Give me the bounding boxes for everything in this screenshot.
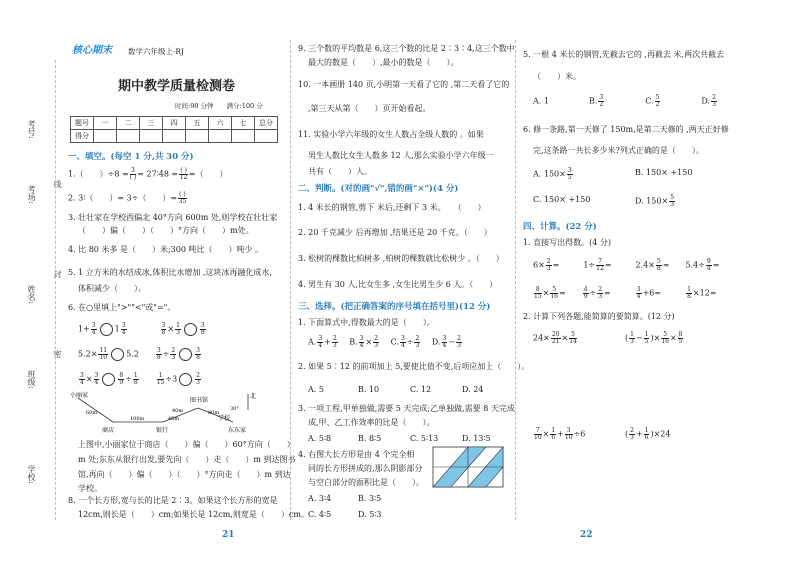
j1: 1. 4 米长的钢管,剪下 米后,还剩下 3 米。 （ ） (298, 203, 486, 212)
score-header: 总分 (255, 117, 278, 130)
time-score: 时间:90 分钟 满分:100 分 (175, 102, 263, 110)
section-calc: 四、计算。(22 分) (523, 222, 597, 232)
q11a: 11. 实验小学六年级的女生人数占全级人数的 。如果 (298, 130, 484, 139)
score-cell[interactable] (140, 130, 163, 143)
k2-expr4: ( $\frac{2}{3}$ + $\frac{1}{6}$ )×24 (625, 427, 671, 441)
k2: 2. 计算下列各题,能简算的要简算。(12 分) (523, 312, 675, 321)
q1: 1.（ ）÷8 = $\frac{3}{( )}$ = 27∶48 = $\frac{( )}{12}$ =（ ） (68, 167, 228, 181)
map-distance: 100m (130, 416, 145, 422)
c4-opt-a: A. 3∶4 (308, 494, 332, 503)
page-title: 期中教学质量检测卷 (118, 79, 236, 94)
page-number-left: 21 (222, 530, 235, 540)
score-cell[interactable] (117, 130, 140, 143)
c2-opt-c: C. 12 (410, 385, 432, 394)
c4c: 与空白部分的面积比是（ ）。 (308, 478, 424, 487)
j3: 3. 松树的棵数比柏树多 ,柏树的棵数就比松树少 。（ ） (298, 254, 504, 263)
section-judge: 二、判断。(对的画"√",错的画"×")(4 分) (298, 184, 459, 194)
q11c: 共有（ ）人。 (308, 167, 372, 176)
margin-label-class: 班级: (27, 370, 36, 389)
score-cell[interactable] (163, 130, 186, 143)
column-divider-2 (515, 40, 516, 520)
q6-row1: 1+ $\frac{3}{4}$ 1 $\frac{3}{4}$ $\frac{3}{8}$ × $\frac{1}{3}$ $\frac{3}{8}$ (78, 322, 205, 336)
c4a: 4. 右图大长方形是由 4 个完全相 (298, 450, 415, 459)
fraction: $\frac{( )}{12}$ (179, 167, 188, 181)
map-label: 银行 (156, 427, 169, 434)
k2-expr2: ( $\frac{1}{3}$ − $\frac{1}{5}$ )× $\frac{5}{16}$ × $\frac{8}{5}$ (625, 331, 683, 345)
map-label: 小丽家 (70, 392, 89, 399)
c2-opt-b: B. 10 (358, 385, 380, 394)
score-header: 四 (163, 117, 186, 130)
c4-opt-b: B. 3∶5 (358, 494, 382, 503)
q2: 2. 3∶（ ）= 3÷（ ）= $\frac{( )}{35}$ (68, 191, 187, 205)
q11b: 男生人数比女生人数多 12 人,那么实验小学六年级一 (308, 151, 494, 160)
c2-opt-d: D. 24 (462, 385, 484, 394)
c6b: 完,这条路一共长多少米?列式正确的是（ ）。 (533, 146, 704, 155)
c5-options: A. 1 B. $\frac{3}{2}$ C. $\frac{5}{2}$ D. $\frac{2}{3}$ (533, 94, 716, 108)
c4-opt-c: C. 4∶5 (308, 510, 332, 519)
c6-opt-b: B. 150× +150 (635, 168, 693, 177)
fraction: $\frac{( )}{35}$ (178, 191, 187, 205)
k1: 1. 直接写出得数。(4 分) (523, 238, 612, 247)
q8b: 12cm,则长是（ ）cm;如果长是 12cm,则宽是（ ）cm。 (78, 510, 309, 519)
q6: 6. 在○里填上">""<"或"="。 (68, 303, 176, 312)
c4-opt-d: D. 5∶3 (358, 510, 382, 519)
compare-circle[interactable] (179, 348, 192, 361)
score-cell[interactable] (209, 130, 232, 143)
map-distance: 60m (86, 410, 98, 416)
logo: 核心期末 (72, 45, 112, 56)
margin-cut-xian: 线 (53, 180, 62, 188)
c3-opt-c: C. 5∶13 (410, 434, 439, 443)
q10a: 10. 一本画册 140 页,小明第一天看了它的 ,第二天看了它的 (298, 80, 510, 89)
c6-opt-a: A. 150× $\frac{3}{5}$ (533, 167, 572, 181)
margin-label-kaochang: 考场: (27, 185, 36, 204)
q9b: 最大的数是（ ）,最小的数是（ ）。 (308, 58, 459, 67)
fraction: $\frac{3}{( )}$ (129, 167, 137, 181)
k2-expr1: 24× $\frac{20}{21}$ × $\frac{5}{14}$ (533, 331, 577, 345)
c6-opt-c: C. 150× +150 (533, 195, 591, 204)
compare-circle[interactable] (184, 323, 197, 336)
j2: 2. 20 千克减少 后再增加 ,结果还是 20 千克。（ ） (298, 228, 492, 237)
map-label: 图书馆 (190, 397, 209, 404)
margin-cut-mi: 密 (53, 350, 62, 358)
map-label: 商店 (102, 427, 115, 434)
margin-cut-feng: 封 (53, 270, 62, 278)
q3b: （ ）偏（ ）（ ）°方向（ ）m处。 (78, 226, 254, 235)
k2-expr3: $\frac{7}{10}$ × $\frac{1}{6}$ + $\frac{3}{10}$ ÷6 (534, 427, 586, 441)
c3b: 成,甲、乙工作效率的比是（ ）。 (308, 418, 435, 427)
compare-circle[interactable] (102, 373, 115, 386)
compare-circle[interactable] (100, 323, 113, 336)
margin-label-kaohao: 考号: (27, 120, 36, 139)
c3-opt-b: B. 8∶5 (358, 434, 382, 443)
q5b: 体积减少（ ）。 (78, 284, 146, 293)
c5a: 5. 一根 4 米长的钢管,先截去它的 ,再截去 米,两次共截去 (523, 50, 725, 59)
section-choice: 三、选择。(把正确答案的序号填在括号里)(12 分) (298, 302, 491, 312)
margin-label-school: 学校: (27, 465, 36, 484)
k1-row1: 6× $\frac{2}{3}$ = 1÷ $\frac{7}{12}$ = 2.4× $\frac{5}{8}$ = 5.4÷ $\frac{9}{4}$ = (533, 258, 720, 272)
c2-opt-a: A. 5 (308, 385, 324, 394)
map-label: 学校 (218, 415, 231, 422)
q10b: ,第三天从第（ ）页开始看起。 (308, 104, 431, 113)
score-table (70, 116, 278, 143)
c6a: 6. 修一条路,第一天修了 150m,是第二天修的 ,两天正好修 (523, 125, 729, 134)
c6-opt-d: D. 150× $\frac{5}{3}$ (635, 194, 675, 208)
q7d: 学校。 (78, 484, 102, 493)
compare-circle[interactable] (179, 373, 192, 386)
q5a: 5. 1 立方米的水结成冰,体积比水增加 ,这块冰再融化成水, (68, 268, 272, 277)
score-cell[interactable] (255, 130, 278, 143)
q6-row2: 5.2× $\frac{11}{10}$ 5.2 $\frac{3}{8}$ ÷ $\frac{2}{3}$ $\frac{3}{8}$ (78, 347, 200, 361)
section-fill-blank: 一、填空。(每空 1 分,共 30 分) (68, 152, 194, 162)
score-row-label: 得分 (71, 130, 94, 143)
map-label: 东东家 (228, 427, 247, 434)
k1-row2: $\frac{8}{15}$ × $\frac{5}{16}$ = $\frac{4}{9}$ ÷ $\frac{2}{3}$ = $\frac{3}{4}$ +6= $\frac{1}{8}$ ×12= (534, 286, 717, 300)
q7b: m 处;东东从银行出发,要先向（ ）走（ ）m 到达图书 (78, 455, 296, 464)
c3-opt-a: A. 5∶8 (308, 434, 332, 443)
score-cell[interactable] (232, 130, 255, 143)
c1-options: A. $\frac{3}{4}$ + $\frac{2}{3}$ B. $\frac{3}{4}$ × $\frac{2}{3}$ C. $\frac{3}{4}$ ÷ $\frac{2}{3}$ D. $\frac{3}{4}$ − $\frac{2}{3}$ (308, 335, 461, 349)
score-header: 七 (232, 117, 255, 130)
map-distance: 40m (172, 408, 184, 414)
score-cell[interactable] (94, 130, 117, 143)
c2: 2. 如果 5∶12 的前项加上 5,要使比值不变,后项应加上（ ）。 (298, 362, 530, 371)
c3-opt-d: D. 13∶5 (462, 434, 491, 443)
score-header: 三 (140, 117, 163, 130)
score-header: 题号 (71, 117, 94, 130)
j4: 4. 男生有 30 人,比女生多 ,女生比男生少 6 人。（ ） (298, 280, 498, 289)
grade-label: 数学六年级上·RJ (128, 47, 185, 56)
c3a: 3. 一项工程,甲单独做,需要 5 天完成;乙单独做,需要 8 天完成 (298, 404, 515, 413)
compare-circle[interactable] (111, 348, 124, 361)
score-header: 二 (117, 117, 140, 130)
q9a: 9. 三个数的平均数是 6,这三个数的比是 2∶3∶4,这三个数中 (298, 44, 515, 53)
c1: 1. 下面算式中,得数最大的是（ ）。 (298, 318, 435, 327)
map-label: 北 (250, 393, 257, 400)
score-cell[interactable] (186, 130, 209, 143)
c5b: （ ）米。 (533, 72, 581, 81)
rectangle-figure (432, 446, 504, 488)
c4b: 同的长方形拼成的,那么阴影部分 (308, 464, 423, 473)
margin-cut-line (55, 60, 56, 520)
q7a: 上图中,小丽家位于商店（ ）偏（ ）60°方向（ ） (78, 440, 295, 449)
score-header: 五 (186, 117, 209, 130)
score-header: 一 (94, 117, 117, 130)
map-diagram (68, 390, 278, 438)
page-number-right: 22 (580, 530, 593, 540)
score-header: 六 (209, 117, 232, 130)
map-distance: 80m (208, 410, 220, 416)
margin-label-name: 姓名: (27, 285, 36, 304)
map-distance: 30° (230, 406, 239, 412)
q3a: 3. 壮壮家在学校西偏北 40°方向 600m 处,则学校在壮壮家 (68, 213, 278, 222)
q4: 4. 比 80 米多 是（ ）米;300 吨比（ ）吨少 。 (68, 245, 264, 254)
q6-row3: $\frac{3}{4}$ × $\frac{3}{4}$ $\frac{8}{9}$ ÷ $\frac{1}{8}$ $\frac{1}{15}$ ÷3 $\frac{2}{3}$ (80, 372, 200, 386)
q7c: 馆,再向（ ）偏（ ）（ ）°方向走（ ）m 到达 (78, 470, 291, 479)
q8a: 8. 一个长方形,宽与长的比是 2∶3。如果这个长方形的宽是 (68, 496, 278, 505)
map-distance: 45m (168, 416, 180, 422)
